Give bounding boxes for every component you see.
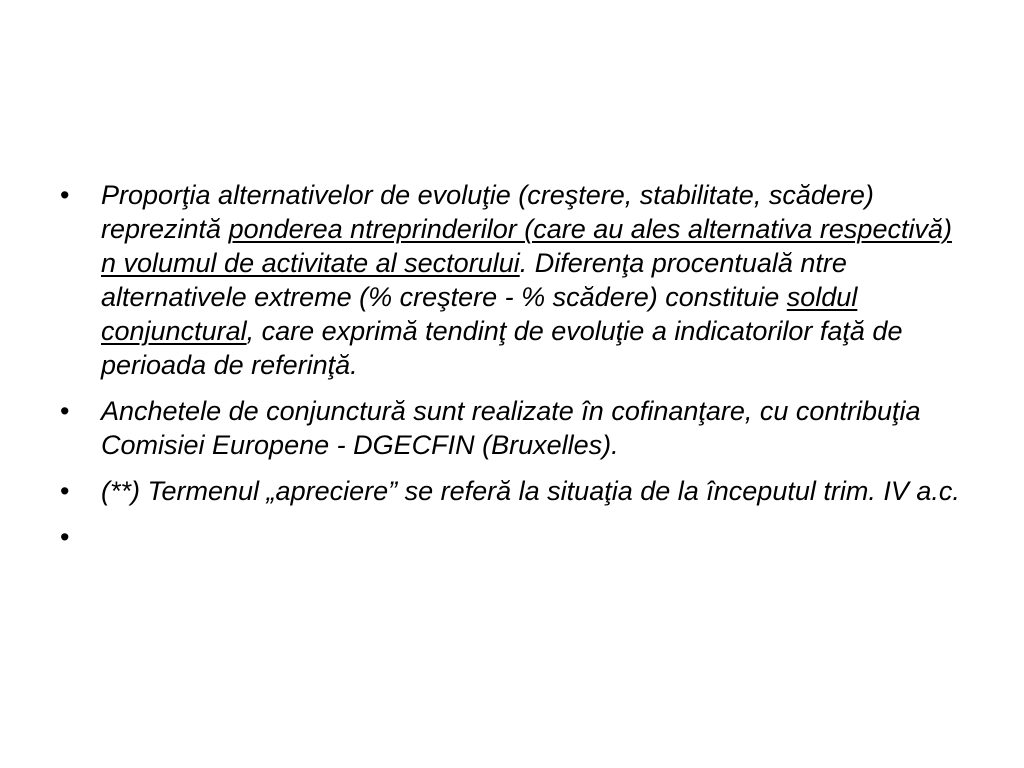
bullet-1-underlined-phrase-2: n volumul de activitate al sectorului (101, 248, 520, 278)
bullet-text-3: (**) Termenul „apreciere” se referă la situaţia de la începutul trim. IV a.c. (101, 476, 960, 506)
bullet-1-underlined-phrase-1: ponderea ntreprinderilor (care au ales alternativa respectivă) (228, 214, 952, 244)
bullet-text-2: Anchetele de conjunctură sunt realizate în cofinanţare, cu contribuţia Comisiei Europene - DGECFIN (Bruxelles). (101, 396, 921, 460)
bullet-item-2 (60, 394, 960, 462)
bullet-item-1 (60, 178, 960, 382)
bullet-marker-4: • (60, 522, 70, 552)
bullet-1-segment-5: . Diferenţa procentuală ntre alternativele extreme (% creştere - % scădere) constituie (101, 248, 847, 312)
bullet-marker-1: • (60, 180, 70, 210)
bullet-item-4 (60, 520, 960, 554)
bullet-text-1 (101, 180, 952, 380)
bullet-marker-2: • (60, 396, 70, 426)
bullet-list (60, 178, 960, 566)
bullet-1-underlined-phrase-3: soldul conjunctural (101, 282, 858, 346)
bullet-1-segment-1: Proporţia alternativelor de evoluţie (creştere, stabilitate, scădere) reprezintă (101, 180, 874, 244)
bullet-1-segment-7: , care exprimă tendinţ de evoluţie a indicatorilor faţă de perioada de referinţă. (101, 316, 903, 380)
bullet-marker-3: • (60, 476, 70, 506)
bullet-item-3 (60, 474, 960, 508)
